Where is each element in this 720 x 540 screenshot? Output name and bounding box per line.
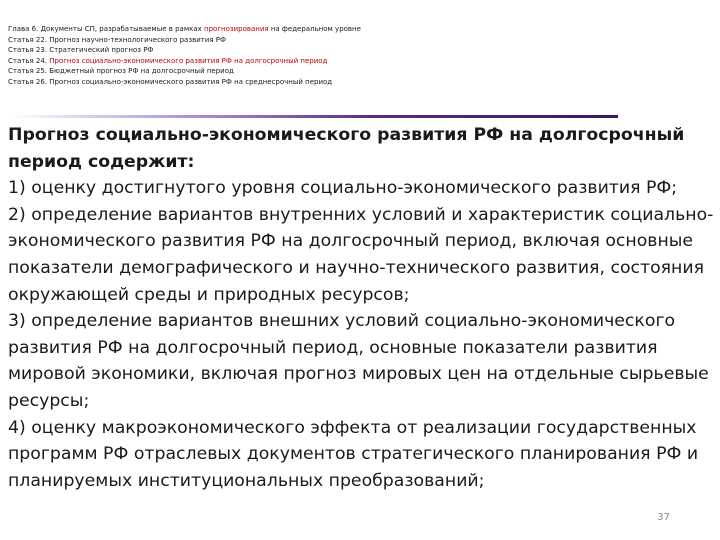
header-line-article-22: Статья 22. Прогноз научно-технологического развития РФ [8, 35, 227, 44]
header-line-article-23: Статья 23. Стратегический прогноз РФ [8, 46, 154, 54]
header-line-article-26: Статья 26. Прогноз социально-экономического развития РФ на среднесрочный период [8, 77, 333, 86]
list-item-4: 4) оценку макроэкономического эффекта от реализации государственных программ РФ отраслевых документов стратегического планирования РФ и планируемых институциональных преобразований; [8, 417, 699, 491]
page-number: 37 [657, 512, 670, 523]
header-line-article-24 [8, 56, 708, 67]
header-line-chapter-accent: прогнозирования [204, 25, 269, 33]
header-line-article-24-accent: Прогноз социально-экономического развития РФ на долгосрочный период [49, 56, 328, 65]
list-item-3: 3) определение вариантов внешних условий социально-экономического развития РФ на долгосрочный период, основные показатели развития мировой экономики, включая прогноз мировых цен на отдельные сырьевые ресурсы; [8, 311, 709, 411]
header-line-chapter-prefix: Глава 6. Документы СП, разрабатываемые в рамках [8, 25, 205, 33]
header-divider [8, 115, 618, 118]
header-line-article-25: Статья 25. Бюджетный прогноз РФ на долгосрочный период [8, 67, 234, 75]
header-line-chapter [8, 24, 708, 35]
list-item-2: 2) определение вариантов внутренних условий и характеристик социально-экономического развития РФ на долгосрочный период, включая основные показатели демографического и научно-технического развития, состояния окружающей среды и природных ресурсов; [8, 204, 714, 305]
list-item-1: 1) оценку достигнутого уровня социально-экономического развития РФ; [8, 178, 678, 199]
header-line-chapter-suffix: на федеральном уровне [268, 25, 361, 33]
main-content [8, 122, 716, 494]
content-title: Прогноз социально-экономического развития РФ на долгосрочный период содержит: [8, 125, 685, 172]
header-block [8, 24, 708, 87]
header-line-article-24-prefix: Статья 24. [8, 56, 50, 65]
